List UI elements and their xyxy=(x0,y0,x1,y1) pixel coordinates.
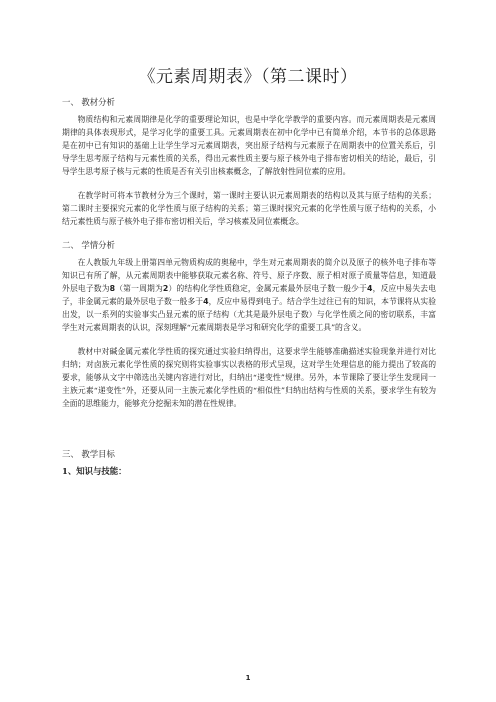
number-run: 4 xyxy=(367,284,373,293)
paragraph-student-analysis-1 xyxy=(62,256,436,334)
section-heading-teaching-goals: 三、 教学目标 xyxy=(62,449,115,459)
number-run: 4 xyxy=(203,297,209,306)
text-run: ）的结构化学性质稳定，金属元素最外层电子数一般少于 xyxy=(168,284,368,293)
paragraph-textbook-analysis-2: 在教学时可将本节教材分为三个课时，第一课时主要认识元素周期表的结构以及其与原子结构的关系；第二课时主要探究元素的化学性质与原子结构的关系；第三课时探究元素的化学性质与原子结构的关系，小结元素性质与原子核外电子排布密切相关后，学习核素及同位素概念。 xyxy=(62,191,436,226)
number-run: 2 xyxy=(162,284,169,293)
number-run: 8 xyxy=(109,284,116,293)
document-body xyxy=(62,96,436,482)
spacer xyxy=(62,334,436,345)
text-run: （第一周期为 xyxy=(115,284,163,293)
spacer xyxy=(62,178,436,189)
subheading-knowledge-skills: 1、知识与技能： xyxy=(62,466,127,476)
section-heading-student-analysis: 二、 学情分析 xyxy=(62,240,115,250)
page-number: 1 xyxy=(245,674,251,682)
spacer xyxy=(62,410,436,448)
section-heading-textbook-analysis: 一、 教材分析 xyxy=(62,97,115,107)
paragraph-textbook-analysis-1: 物质结构和元素周期律是化学的重要理论知识，也是中学化学教学的重要内容。而元素周期表是元素周期律的具体表现形式，是学习化学的重要工具。元素周期表在初中化学中已有简单介绍，本节书的总体思路是在初中已有知识的基础上让学生学习元素周期表，突出原子结构与元素原子在周期表中的位置关系后，引导学生思考原子结构与元素性质的关系，得出元素性质主要与原子核外电子排布密切相关的结论，最后，引导学生思考原子核与元素的性质是否有关引出核素概念，了解放射性同位素的应用。 xyxy=(62,115,436,176)
text-run: ，反应中易失去电子，非金属元素的最外层电子数一般多于 xyxy=(62,284,437,306)
spacer xyxy=(62,228,436,239)
paragraph-student-analysis-2: 教材中对碱金属元素化学性质的探究通过实验归纳得出，这要求学生能够准确描述实验现象并进行对比归纳；对卤族元素化学性质的探究则将实验事实以表格的形式呈现，这对学生处理信息的能力提出了较高的要求，能够从文字中筛选出关键内容进行对比，归纳出“递变性”规律。另外，本节课除了要让学生发现同一主族元素“递变性”外，还要从同一主族元素化学性质的“相似性”归纳出结构与性质的关系，要求学生有较为全面的思维能力，能够充分挖掘未知的潜在性规律。 xyxy=(62,347,436,408)
text-run: 在人教版九年级上册第四单元物质构成的奥秘中，学生对元素周期表的简介以及原子的核外电子排布等知识已有所了解，从元素周期表中能够获取元素名称、符号、原子序数、原子相对原子质量等信息，知道最外层电子数为 xyxy=(62,258,436,293)
text-run: ，反应中易得到电子。结合学生过往已有的知识，本节课将从实验出发，以一系列的实验事实凸显元素的原子结构（尤其是最外层电子数）与化学性质之间的密切联系，丰富学生对元素周期表的认识，深刻理解“元素周期表是学习和研究化学的重要工具”的含义。 xyxy=(62,297,437,332)
page-title: 《元素周期表》（第二课时） xyxy=(138,67,358,87)
